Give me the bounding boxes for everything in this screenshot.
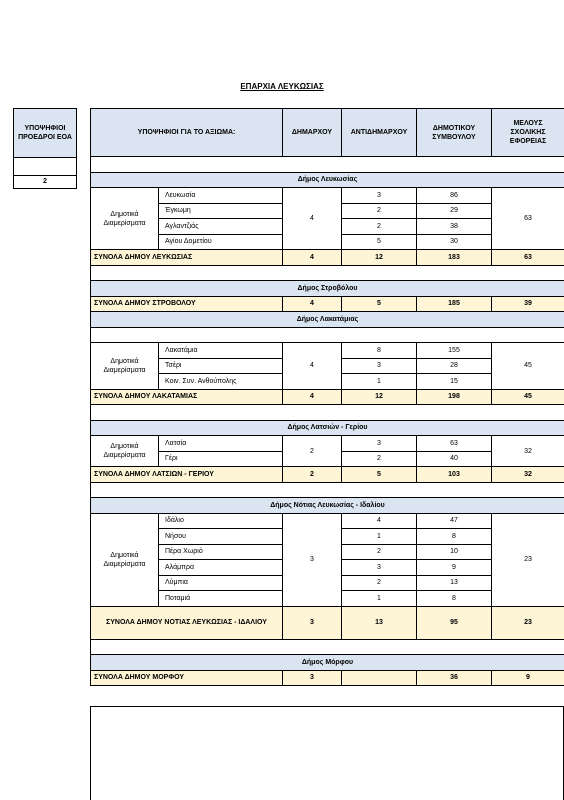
total-row <box>91 250 564 266</box>
total-row <box>91 389 564 405</box>
presidents-candidates-panel <box>13 108 77 189</box>
deputy-count: 5 <box>342 234 417 250</box>
deputy-count: 3 <box>342 560 417 576</box>
council-count: 9 <box>417 560 492 576</box>
total-deputy: 5 <box>342 467 417 483</box>
deputy-count: 8 <box>342 343 417 359</box>
header-mayor: ΔΗΜΑΡΧΟΥ <box>283 109 342 157</box>
total-council: 183 <box>417 250 492 266</box>
board-count: 63 <box>492 188 564 250</box>
total-deputy: 5 <box>342 296 417 312</box>
council-count: 15 <box>417 374 492 390</box>
mayor-count: 3 <box>283 513 342 606</box>
district-name: Πέρα Χωριό <box>159 544 283 560</box>
district-name: Λακατάμια <box>159 343 283 359</box>
total-mayor: 4 <box>283 296 342 312</box>
districts-group-label: Δημοτικά Διαμερίσματα <box>91 343 159 390</box>
district-name: Λατσία <box>159 436 283 452</box>
total-board: 9 <box>492 670 564 686</box>
deputy-count: 2 <box>342 575 417 591</box>
total-council: 36 <box>417 670 492 686</box>
deputy-count: 3 <box>342 436 417 452</box>
spacer-row <box>91 327 564 343</box>
municipality-name: Δήμος Νότιας Λευκωσίας - Ιδαλίου <box>91 498 564 514</box>
municipality-name: Δήμος Μόρφου <box>91 655 564 671</box>
total-board: 32 <box>492 467 564 483</box>
council-count: 40 <box>417 451 492 467</box>
total-mayor: 2 <box>283 467 342 483</box>
deputy-count: 1 <box>342 591 417 607</box>
spacer-row <box>91 265 564 281</box>
blank-table-area <box>90 706 564 800</box>
council-count: 28 <box>417 358 492 374</box>
total-mayor: 3 <box>283 606 342 639</box>
page-title: ΕΠΑΡΧΙΑ ΛΕΥΚΩΣΙΑΣ <box>240 82 324 91</box>
district-row <box>91 188 564 204</box>
header-deputy-mayor: ΑΝΤΙΔΗΜΑΡΧΟΥ <box>342 109 417 157</box>
district-name: Λευκωσία <box>159 188 283 204</box>
district-name: Κοιν. Συν. Ανθούπολης <box>159 374 283 390</box>
district-row <box>91 513 564 529</box>
district-name: Έγκωμη <box>159 203 283 219</box>
deputy-count: 3 <box>342 188 417 204</box>
candidates-table <box>90 108 564 686</box>
district-name: Τσέρι <box>159 358 283 374</box>
district-name: Αγλαντζιάς <box>159 219 283 235</box>
council-count: 29 <box>417 203 492 219</box>
presidents-value: 2 <box>14 175 77 188</box>
total-row <box>91 296 564 312</box>
presidents-header: ΥΠΟΨΗΦΙΟΙ ΠΡΟΕΔΡΟΙ ΕΟΑ <box>14 109 77 158</box>
total-board: 39 <box>492 296 564 312</box>
total-label: ΣΥΝΟΛΑ ΔΗΜΟΥ ΛΑΚΑΤΑΜΙΑΣ <box>91 389 283 405</box>
board-count: 45 <box>492 343 564 390</box>
municipality-name: Δήμος Λευκωσίας <box>91 172 564 188</box>
council-count: 8 <box>417 529 492 545</box>
board-count: 32 <box>492 436 564 467</box>
council-count: 13 <box>417 575 492 591</box>
municipality-row <box>91 172 564 188</box>
deputy-count: 2 <box>342 451 417 467</box>
header-school-board: ΜΕΛΟΥΣ ΣΧΟΛΙΚΗΣ ΕΦΟΡΕΙΑΣ <box>492 109 564 157</box>
total-row <box>91 467 564 483</box>
council-count: 155 <box>417 343 492 359</box>
districts-group-label: Δημοτικά Διαμερίσματα <box>91 188 159 250</box>
header-councillor: ΔΗΜΟΤΙΚΟΥ ΣΥΜΒΟΥΛΟΥ <box>417 109 492 157</box>
spacer-row <box>91 157 564 173</box>
deputy-count: 3 <box>342 358 417 374</box>
total-council: 103 <box>417 467 492 483</box>
council-count: 30 <box>417 234 492 250</box>
total-board: 45 <box>492 389 564 405</box>
total-mayor: 4 <box>283 389 342 405</box>
council-count: 10 <box>417 544 492 560</box>
council-count: 63 <box>417 436 492 452</box>
total-label: ΣΥΝΟΛΑ ΔΗΜΟΥ ΛΑΤΣΙΩΝ - ΓΕΡΙΟΥ <box>91 467 283 483</box>
spacer-row <box>91 639 564 655</box>
municipality-name: Δήμος Στροβόλου <box>91 281 564 297</box>
total-board: 23 <box>492 606 564 639</box>
mayor-count: 4 <box>283 343 342 390</box>
districts-group-label: Δημοτικά Διαμερίσματα <box>91 513 159 606</box>
district-name: Γέρι <box>159 451 283 467</box>
header-position: ΥΠΟΨΗΦΙΟΙ ΓΙΑ ΤΟ ΑΞΙΩΜΑ: <box>91 109 283 157</box>
deputy-count: 2 <box>342 203 417 219</box>
deputy-count: 2 <box>342 544 417 560</box>
council-count: 8 <box>417 591 492 607</box>
total-mayor: 3 <box>283 670 342 686</box>
spacer-row <box>91 482 564 498</box>
district-name: Ιδάλιο <box>159 513 283 529</box>
district-name: Ποταμιά <box>159 591 283 607</box>
council-count: 86 <box>417 188 492 204</box>
total-council: 95 <box>417 606 492 639</box>
presidents-spacer <box>14 157 77 175</box>
total-row <box>91 606 564 639</box>
district-name: Αγίου Δομετίου <box>159 234 283 250</box>
total-council: 185 <box>417 296 492 312</box>
council-count: 38 <box>417 219 492 235</box>
total-label: ΣΥΝΟΛΑ ΔΗΜΟΥ ΛΕΥΚΩΣΙΑΣ <box>91 250 283 266</box>
board-count: 23 <box>492 513 564 606</box>
deputy-count: 2 <box>342 219 417 235</box>
total-council: 198 <box>417 389 492 405</box>
district-name: Νήσου <box>159 529 283 545</box>
deputy-count: 1 <box>342 374 417 390</box>
total-board: 63 <box>492 250 564 266</box>
spacer-row <box>91 405 564 421</box>
deputy-count: 1 <box>342 529 417 545</box>
total-label: ΣΥΝΟΛΑ ΔΗΜΟΥ ΣΤΡΟΒΟΛΟΥ <box>91 296 283 312</box>
total-mayor: 4 <box>283 250 342 266</box>
total-label: ΣΥΝΟΛΑ ΔΗΜΟΥ ΜΟΡΦΟΥ <box>91 670 283 686</box>
total-label: ΣΥΝΟΛΑ ΔΗΜΟΥ ΝΟΤΙΑΣ ΛΕΥΚΩΣΙΑΣ - ΙΔΑΛΙΟΥ <box>91 606 283 639</box>
municipality-row <box>91 420 564 436</box>
district-name: Αλάμπρα <box>159 560 283 576</box>
municipality-name: Δήμος Λακατάμιας <box>91 312 564 328</box>
municipality-row <box>91 281 564 297</box>
municipality-row <box>91 655 564 671</box>
district-row <box>91 436 564 452</box>
total-deputy: 12 <box>342 389 417 405</box>
total-deputy: 13 <box>342 606 417 639</box>
municipality-row <box>91 498 564 514</box>
mayor-count: 4 <box>283 188 342 250</box>
municipality-row <box>91 312 564 328</box>
municipality-name: Δήμος Λατσιών - Γερίου <box>91 420 564 436</box>
header-row <box>91 109 564 157</box>
total-deputy: 12 <box>342 250 417 266</box>
mayor-count: 2 <box>283 436 342 467</box>
districts-group-label: Δημοτικά Διαμερίσματα <box>91 436 159 467</box>
council-count: 47 <box>417 513 492 529</box>
total-deputy <box>342 670 417 686</box>
total-row <box>91 670 564 686</box>
deputy-count: 4 <box>342 513 417 529</box>
district-name: Λύμπια <box>159 575 283 591</box>
district-row <box>91 343 564 359</box>
